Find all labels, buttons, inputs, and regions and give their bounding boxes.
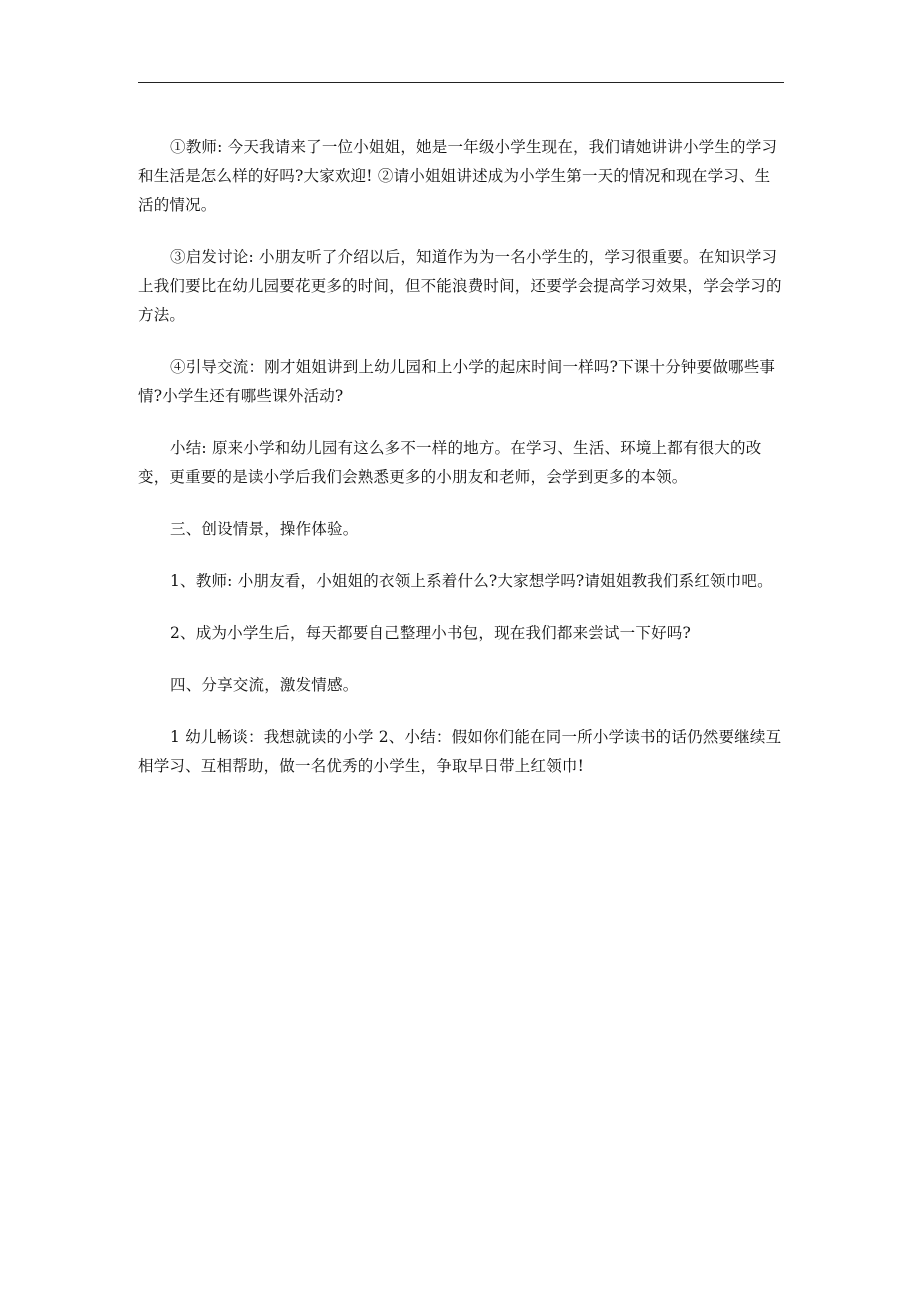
header-rule xyxy=(138,82,784,83)
paragraph-teacher-intro: ①教师: 今天我请来了一位小姐姐，她是一年级小学生现在，我们请她讲讲小学生的学习和生活是怎么样的好吗?大家欢迎! ②请小姐姐讲述成为小学生第一天的情况和现在学习、生活的情况。 xyxy=(138,138,778,214)
paragraph-exchange: ④引导交流：刚才姐姐讲到上幼儿园和上小学的起床时间一样吗?下课十分钟要做哪些事情?小学生还有哪些课外活动? xyxy=(138,358,776,405)
paragraph-sharing: 1 幼儿畅谈：我想就读的小学 2、小结：假如你们能在同一所小学读书的话仍然要继续互相学习、互相帮助，做一名优秀的小学生，争取早日带上红领巾! xyxy=(138,728,782,775)
paragraph-discussion: ③启发讨论: 小朋友听了介绍以后，知道作为为一名小学生的，学习很重要。在知识学习上我们要比在幼儿园要花更多的时间，但不能浪费时间，还要学会提高学习效果，学会学习的方法。 xyxy=(138,248,782,324)
section-heading-four: 四、分享交流，激发情感。 xyxy=(170,676,359,694)
paragraph-schoolbag: 2、成为小学生后，每天都要自己整理小书包，现在我们都来尝试一下好吗? xyxy=(170,624,691,642)
paragraph-red-scarf: 1、教师: 小朋友看，小姐姐的衣领上系着什么?大家想学吗?请姐姐教我们系红领巾吧。 xyxy=(170,572,773,590)
paragraph-summary: 小结: 原来小学和幼儿园有这么多不一样的地方。在学习、生活、环境上都有很大的改变，更重要的是读小学后我们会熟悉更多的小朋友和老师，会学到更多的本领。 xyxy=(138,439,762,486)
section-heading-three: 三、创设情景，操作体验。 xyxy=(170,520,359,538)
document-body xyxy=(138,133,786,804)
